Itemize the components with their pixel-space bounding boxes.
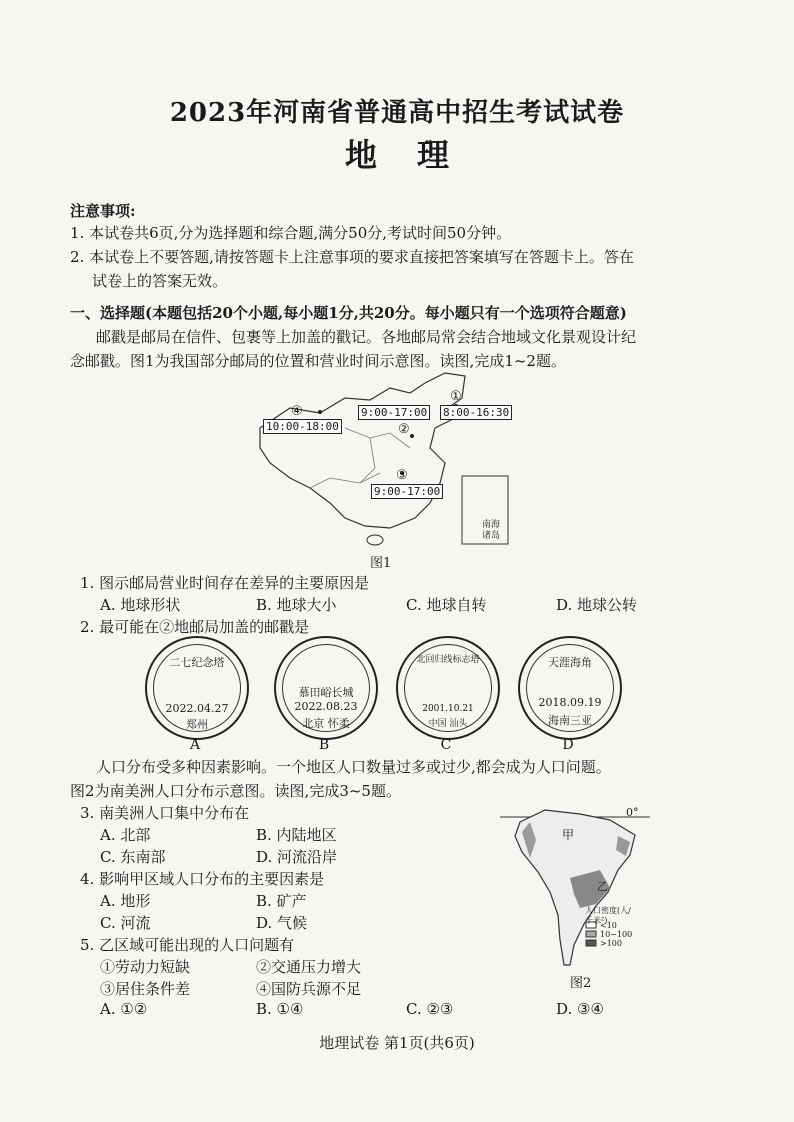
- south-america-map-figure: [500, 800, 650, 970]
- hours-box-3: 9:00-17:00: [371, 484, 443, 499]
- fig2-legend-title: 人口密度(人/千米²): [585, 906, 631, 925]
- section-heading: 一、选择题(本题包括20个小题,每小题1分,共20分。每小题只有一个选项符合题意): [70, 304, 627, 322]
- q1-option-d: D. 地球公转: [556, 596, 638, 614]
- equator-label: 0°: [626, 806, 639, 819]
- stamp-a-top: 二七纪念塔: [169, 656, 225, 669]
- map-label-1: ①: [450, 389, 462, 404]
- q5-item-2: ②交通压力增大: [256, 958, 362, 976]
- region-yi-label: 乙: [597, 880, 608, 893]
- q5-item-1: ①劳动力短缺: [100, 958, 191, 976]
- stamp-d: [518, 636, 622, 740]
- page-footer: 地理试卷 第1页(共6页): [319, 1034, 475, 1052]
- stamp-b-date: 2022.08.23: [294, 700, 358, 713]
- q5-item-3: ③居住条件差: [100, 980, 191, 998]
- q5-option-c: C. ②③: [406, 1000, 454, 1018]
- stamp-d-date: 2018.09.19: [538, 696, 602, 709]
- q2-stem: 2. 最可能在②地邮局加盖的邮戳是: [80, 618, 310, 636]
- q5-item-4: ④国防兵源不足: [256, 980, 362, 998]
- stamp-a-letter: A: [189, 737, 201, 753]
- stamp-d-letter: D: [562, 737, 574, 753]
- map-label-4: ④: [291, 404, 303, 419]
- q1-option-b: B. 地球大小: [256, 596, 337, 614]
- q3-option-c: C. 东南部: [100, 848, 166, 866]
- intro1-line2: 念邮戳。图1为我国部分邮局的位置和营业时间示意图。读图,完成1~2题。: [70, 352, 566, 370]
- stamp-c-date: 2001.10.21: [422, 704, 474, 714]
- notice-item-2-cont: 试卷上的答案无效。: [92, 272, 228, 290]
- q1-option-a: A. 地球形状: [100, 596, 181, 614]
- region-jia-label: 甲: [562, 828, 575, 842]
- stamp-d-place: 海南三亚: [548, 714, 592, 727]
- fig1-caption: 图1: [370, 556, 392, 571]
- china-map-figure: [250, 368, 510, 548]
- q4-stem: 4. 影响甲区域人口分布的主要因素是: [80, 870, 325, 888]
- intro2-line2: 图2为南美洲人口分布示意图。读图,完成3~5题。: [70, 782, 401, 800]
- notice-heading: 注意事项:: [70, 202, 136, 220]
- hours-box-2: 9:00-17:00: [358, 405, 430, 420]
- q5-option-d: D. ③④: [556, 1000, 604, 1018]
- hours-box-1: 8:00-16:30: [440, 405, 512, 420]
- stamp-c: [396, 636, 500, 740]
- q4-option-d: D. 气候: [256, 914, 308, 932]
- fig2-legend-1: <10: [600, 921, 617, 930]
- intro2-line1: 人口分布受多种因素影响。一个地区人口数量过多或过少,都会成为人口问题。: [96, 758, 611, 776]
- stamp-b-top: 慕田峪长城: [298, 686, 354, 699]
- q4-option-a: A. 地形: [100, 892, 151, 910]
- exam-title: 2023年河南省普通高中招生考试试卷: [169, 98, 625, 128]
- stamp-a-place: 郑州: [186, 718, 208, 731]
- map-label-3: ③: [396, 468, 408, 483]
- intro1-line1: 邮戳是邮局在信件、包裹等上加盖的戳记。各地邮局常会结合地域文化景观设计纪: [96, 328, 637, 346]
- q4-option-c: C. 河流: [100, 914, 151, 932]
- stamp-c-place: 中国 汕头: [428, 719, 468, 729]
- q3-option-b: B. 内陆地区: [256, 826, 337, 844]
- fig2-caption: 图2: [570, 976, 592, 991]
- subject-title: 地理: [344, 136, 489, 174]
- stamp-b-letter: B: [318, 737, 330, 753]
- stamp-b: [274, 636, 378, 740]
- stamp-b-place: 北京 怀柔: [302, 717, 350, 730]
- inset-label: 南海诸岛: [482, 520, 501, 541]
- stamp-c-letter: C: [440, 737, 452, 753]
- stamp-a: [145, 636, 249, 740]
- stamp-c-top: 北回归线标志塔: [416, 655, 480, 665]
- notice-item-2: 2. 本试卷上不要答题,请按答题卡上注意事项的要求直接把答案填写在答题卡上。答在: [70, 248, 634, 266]
- q1-option-c: C. 地球自转: [406, 596, 487, 614]
- stamp-d-top: 天涯海角: [548, 656, 592, 669]
- map-label-2: ②: [398, 422, 410, 437]
- q1-stem: 1. 图示邮局营业时间存在差异的主要原因是: [80, 574, 370, 592]
- q5-option-b: B. ①④: [256, 1000, 304, 1018]
- q5-option-a: A. ①②: [100, 1000, 148, 1018]
- q4-option-b: B. 矿产: [256, 892, 307, 910]
- notice-item-1: 1. 本试卷共6页,分为选择题和综合题,满分50分,考试时间50分钟。: [70, 224, 512, 242]
- fig2-legend-3: >100: [600, 939, 622, 948]
- fig2-legend-2: 10~100: [600, 930, 633, 939]
- q3-option-d: D. 河流沿岸: [256, 848, 338, 866]
- stamp-a-date: 2022.04.27: [165, 702, 229, 715]
- q5-stem: 5. 乙区域可能出现的人口问题有: [80, 936, 295, 954]
- q3-stem: 3. 南美洲人口集中分布在: [80, 804, 250, 822]
- hours-box-4: 10:00-18:00: [263, 419, 342, 434]
- q3-option-a: A. 北部: [100, 826, 151, 844]
